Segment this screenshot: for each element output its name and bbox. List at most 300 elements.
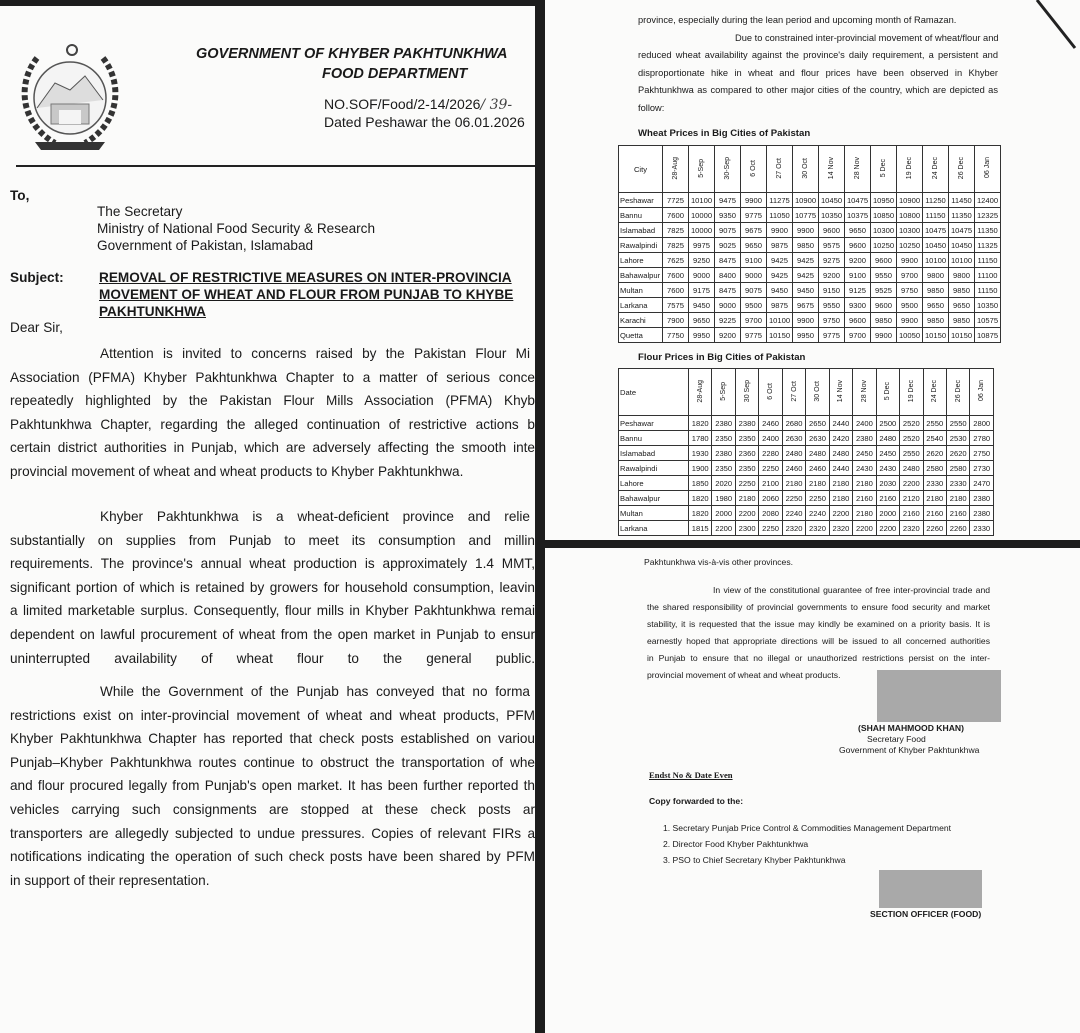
price-cell: 2680 (782, 416, 805, 431)
price-cell: 2180 (923, 491, 946, 506)
signatory-title: Secretary Food (867, 734, 926, 744)
date-label: 28 Nov (860, 379, 868, 403)
price-cell: 9975 (689, 238, 715, 253)
price-cell: 2200 (900, 476, 923, 491)
price-cell: 1900 (689, 461, 712, 476)
table-row (619, 193, 1001, 208)
price-cell: 9200 (819, 268, 845, 283)
body-line: repeatedly highlighted by the Pakistan Flour Mills Association (PFMA) Khyb (10, 393, 535, 409)
price-cell: 9900 (741, 193, 767, 208)
date-column-header (782, 369, 805, 416)
price-cell: 11275 (767, 193, 793, 208)
body-line: a limited marketable surplus. Consequently, flour mills in Khyber Pakhtunkhwa remai (10, 603, 535, 619)
date-label: 24 Dec (931, 379, 939, 403)
price-cell: 10350 (975, 298, 1001, 313)
price-cell: 9950 (793, 328, 819, 343)
flour-table-title: Flour Prices in Big Cities of Pakistan (638, 352, 806, 363)
table-row (619, 416, 994, 431)
date-label: 28 Nov (854, 156, 861, 180)
date-label: 30 Oct (802, 157, 809, 179)
price-cell: 9425 (767, 268, 793, 283)
date-column-header (759, 369, 782, 416)
price-cell: 10250 (897, 238, 923, 253)
price-cell: 2520 (900, 416, 923, 431)
city-cell: Lahore (619, 253, 663, 268)
date-label: 14 Nov (828, 156, 835, 180)
price-cell: 2320 (806, 521, 829, 536)
price-cell: 7725 (663, 193, 689, 208)
table-row (619, 461, 994, 476)
price-cell: 9775 (819, 328, 845, 343)
copy-forwarded-heading: Copy forwarded to the: (649, 796, 744, 806)
price-cell: 2180 (853, 476, 876, 491)
body-line: substantially on supplies from Punjab to meet its consumption and millin (10, 532, 535, 548)
city-cell: Bannu (619, 208, 663, 223)
price-cell: 10100 (767, 313, 793, 328)
body-line: Pakhtunkhwa as compared to other major cities of the country, which are depicted as (638, 85, 998, 95)
price-cell: 9000 (741, 268, 767, 283)
handwritten-number: / 39- (480, 97, 513, 113)
price-cell: 9800 (923, 268, 949, 283)
signatory-org: Government of Khyber Pakhtunkhwa (839, 745, 980, 755)
date-label: 5 Dec (884, 381, 892, 401)
price-cell: 7600 (663, 283, 689, 298)
price-cell: 2430 (853, 461, 876, 476)
address-line: Government of Pakistan, Islamabad (97, 238, 314, 253)
price-cell: 9750 (897, 283, 923, 298)
price-cell: 2580 (946, 461, 969, 476)
price-cell: 9250 (689, 253, 715, 268)
body-line: restrictions exist on inter-provincial movement of wheat and wheat products, PFM (10, 707, 535, 723)
price-cell: 9125 (845, 283, 871, 298)
price-cell: 2730 (970, 461, 994, 476)
price-cell: 10100 (923, 253, 949, 268)
price-cell: 2320 (782, 521, 805, 536)
price-cell: 10900 (793, 193, 819, 208)
department-heading: FOOD DEPARTMENT (322, 66, 468, 82)
price-cell: 2180 (946, 491, 969, 506)
price-cell: 9875 (767, 238, 793, 253)
date-label: 24 Dec (932, 156, 939, 180)
city-cell: Islamabad (619, 446, 689, 461)
price-cell: 9200 (715, 328, 741, 343)
price-cell: 2540 (923, 431, 946, 446)
endorsement-line: Endst No & Date Even (649, 770, 733, 780)
price-cell: 7900 (663, 313, 689, 328)
price-cell: 10575 (975, 313, 1001, 328)
price-cell: 2650 (806, 416, 829, 431)
table-header-row (619, 146, 1001, 193)
table-row (619, 476, 994, 491)
price-cell: 9650 (689, 313, 715, 328)
price-cell: 10250 (871, 238, 897, 253)
dated-line: Dated Peshawar the 06.01.2026 (324, 114, 525, 130)
date-column-header (845, 146, 871, 193)
body-line: Khyber Pakhtunkhwa is a wheat-deficient province and relie (100, 509, 530, 524)
city-cell: Peshawar (619, 193, 663, 208)
price-cell: 9600 (871, 298, 897, 313)
price-cell: 7825 (663, 238, 689, 253)
price-cell: 11450 (949, 193, 975, 208)
wheat-table-title: Wheat Prices in Big Cities of Pakistan (638, 128, 811, 139)
date-column-header (853, 369, 876, 416)
price-cell: 2330 (923, 476, 946, 491)
subject-line: PAKHTUNKHWA (99, 304, 206, 319)
price-cell: 2180 (829, 476, 852, 491)
price-cell: 2780 (970, 431, 994, 446)
price-cell: 9100 (741, 253, 767, 268)
price-cell: 10300 (897, 223, 923, 238)
date-column-header (829, 369, 852, 416)
date-label: 28-Aug (696, 379, 704, 403)
price-cell: 9450 (793, 283, 819, 298)
price-cell: 11100 (975, 268, 1001, 283)
price-cell: 10375 (845, 208, 871, 223)
price-cell: 2180 (806, 476, 829, 491)
price-cell: 2120 (900, 491, 923, 506)
price-cell: 2550 (900, 446, 923, 461)
date-column-header (897, 146, 923, 193)
price-cell: 1820 (689, 416, 712, 431)
price-cell: 2550 (923, 416, 946, 431)
date-label: 19 Dec (906, 156, 913, 180)
date-label: 06 Jan (978, 380, 986, 402)
price-cell: 12325 (975, 208, 1001, 223)
price-cell: 2460 (806, 461, 829, 476)
price-cell: 10000 (689, 223, 715, 238)
price-cell: 10775 (793, 208, 819, 223)
date-label: 27 Oct (790, 380, 798, 402)
price-cell: 2060 (759, 491, 782, 506)
table-row (619, 268, 1001, 283)
body-line: In view of the constitutional guarantee of free inter-provincial trade and (713, 585, 990, 595)
price-cell: 9850 (949, 313, 975, 328)
price-cell: 11350 (975, 223, 1001, 238)
body-line: follow: (638, 102, 665, 113)
price-cell: 9600 (871, 253, 897, 268)
price-cell: 7625 (663, 253, 689, 268)
price-cell: 9425 (767, 253, 793, 268)
price-cell: 9175 (689, 283, 715, 298)
price-cell: 9225 (715, 313, 741, 328)
price-cell: 10150 (767, 328, 793, 343)
date-column-header (923, 146, 949, 193)
letter-page-2 (545, 0, 1080, 540)
price-cell: 10150 (949, 328, 975, 343)
date-label: 30-Sep (724, 156, 731, 180)
price-cell: 9100 (845, 268, 871, 283)
body-line: vehicles carrying such consignments are stopped at these check posts ar (10, 802, 535, 817)
price-cell: 2260 (946, 521, 969, 536)
body-line: the shared responsibility of provincial governments to ensure food security and market (647, 602, 990, 612)
body-line: and flour procured legally from Punjab's open market. It has been further reported th (10, 778, 535, 794)
date-column-header (876, 369, 899, 416)
price-cell: 7600 (663, 208, 689, 223)
table-row (619, 223, 1001, 238)
date-label: 5 Dec (880, 158, 887, 178)
price-cell: 10350 (819, 208, 845, 223)
price-cell: 2160 (876, 491, 899, 506)
price-cell: 7575 (663, 298, 689, 313)
city-cell: Bannu (619, 431, 689, 446)
price-cell: 9900 (793, 313, 819, 328)
city-cell: Peshawar (619, 416, 689, 431)
price-cell: 9900 (793, 223, 819, 238)
date-label: 27 Oct (776, 157, 783, 179)
price-cell: 2200 (735, 506, 758, 521)
city-cell: Lahore (619, 476, 689, 491)
body-line: Pakhtunkhwa Chapter, regarding the alleged continuation of restrictive actions b (10, 416, 535, 432)
price-cell: 9850 (793, 238, 819, 253)
date-label: 06 Jan (984, 157, 991, 179)
price-cell: 9425 (793, 253, 819, 268)
wheat-prices-table (618, 145, 1001, 343)
price-cell: 2100 (759, 476, 782, 491)
price-cell: 11150 (923, 208, 949, 223)
date-label: 5-Sep (698, 158, 705, 178)
price-cell: 10050 (897, 328, 923, 343)
price-cell: 7750 (663, 328, 689, 343)
table-row (619, 328, 1001, 343)
price-cell: 10100 (689, 193, 715, 208)
date-label: 5-Sep (720, 381, 728, 401)
subject-line: REMOVAL OF RESTRICTIVE MEASURES ON INTER-PROVINCIA (99, 270, 512, 285)
price-cell: 9450 (767, 283, 793, 298)
price-cell: 9950 (689, 328, 715, 343)
body-line: notifications indicating the operation of such check posts have been shared by PFM (10, 849, 535, 865)
city-cell: Karachi (619, 313, 663, 328)
price-cell: 10100 (949, 253, 975, 268)
price-cell: 10475 (845, 193, 871, 208)
letter-page-3 (545, 548, 1080, 1033)
price-cell: 9150 (819, 283, 845, 298)
price-cell: 2030 (876, 476, 899, 491)
date-column-header (689, 146, 715, 193)
body-line: province, especially during the lean period and upcoming month of Ramazan. (638, 15, 957, 25)
price-cell: 2480 (829, 446, 852, 461)
redacted-signature (877, 670, 1001, 722)
city-cell: Bahawalpur (619, 268, 663, 283)
body-line: requirements. The province's annual wheat production is approximately 1.4 MMT, (10, 556, 535, 572)
date-label: 28-Aug (672, 156, 679, 180)
price-cell: 12400 (975, 193, 1001, 208)
column-header: City (619, 146, 663, 193)
table-row (619, 208, 1001, 223)
city-cell: Larkana (619, 521, 689, 536)
price-cell: 2160 (946, 506, 969, 521)
price-cell: 9675 (793, 298, 819, 313)
price-cell: 2420 (829, 431, 852, 446)
table-row (619, 283, 1001, 298)
price-cell: 2200 (876, 521, 899, 536)
date-column-header (712, 369, 735, 416)
price-cell: 9350 (715, 208, 741, 223)
cut-off-line (637, 0, 640, 9)
price-cell: 9075 (715, 223, 741, 238)
reference-number (324, 96, 512, 113)
price-cell: 9300 (845, 298, 871, 313)
price-cell: 10850 (871, 208, 897, 223)
price-cell: 2180 (782, 476, 805, 491)
date-column-header (946, 369, 969, 416)
price-cell: 2750 (970, 446, 994, 461)
body-line: transporters are allegedly subjected to undue pressures. Copies of relevant FIRs a (10, 825, 535, 841)
price-cell: 2280 (759, 446, 782, 461)
price-cell: 9850 (871, 313, 897, 328)
price-cell: 2380 (970, 506, 994, 521)
price-cell: 11050 (767, 208, 793, 223)
price-cell: 2260 (923, 521, 946, 536)
price-cell: 2580 (923, 461, 946, 476)
date-column-header (923, 369, 946, 416)
body-line: provincial movement of wheat and wheat products to Khyber Pakhtunkhwa. (10, 464, 464, 479)
price-cell: 2450 (853, 446, 876, 461)
price-cell: 2180 (853, 506, 876, 521)
price-cell: 2000 (876, 506, 899, 521)
price-cell: 2250 (806, 491, 829, 506)
price-cell: 2470 (970, 476, 994, 491)
price-cell: 2380 (970, 491, 994, 506)
price-cell: 9025 (715, 238, 741, 253)
price-cell: 9575 (819, 238, 845, 253)
price-cell: 9850 (923, 313, 949, 328)
price-cell: 2480 (806, 446, 829, 461)
signatory-name: (SHAH MAHMOOD KHAN) (858, 723, 964, 733)
body-line: in Punjab to ensure that no illegal or unauthorized restrictions persist on the inter- (647, 653, 990, 663)
section-officer: SECTION OFFICER (FOOD) (870, 909, 982, 919)
date-label: 30 Sep (743, 379, 751, 403)
body-line: Khyber Pakhtunkhwa Chapter has reported that check posts established on variou (10, 731, 535, 747)
price-cell: 2620 (923, 446, 946, 461)
price-cell: 2430 (876, 461, 899, 476)
price-cell: 9600 (845, 313, 871, 328)
price-cell: 9775 (741, 208, 767, 223)
price-cell: 10475 (923, 223, 949, 238)
table-row (619, 521, 994, 536)
price-cell: 10900 (897, 193, 923, 208)
date-column-header (806, 369, 829, 416)
price-cell: 2330 (946, 476, 969, 491)
price-cell: 2200 (712, 521, 735, 536)
price-cell: 2480 (876, 431, 899, 446)
price-cell: 2240 (806, 506, 829, 521)
table-row (619, 431, 994, 446)
price-cell: 2460 (782, 461, 805, 476)
body-line: uninterrupted availability of wheat flour to the general public. (10, 650, 535, 666)
city-cell: Multan (619, 283, 663, 298)
copy-recipient: 2. Director Food Khyber Pakhtunkhwa (663, 839, 809, 849)
price-cell: 2330 (970, 521, 994, 536)
price-cell: 2240 (782, 506, 805, 521)
letter-page-1 (0, 6, 535, 1033)
body-line: Due to constrained inter-provincial movement of wheat/flour and (735, 32, 999, 43)
price-cell: 2160 (900, 506, 923, 521)
price-cell: 2400 (759, 431, 782, 446)
price-cell: 2350 (735, 431, 758, 446)
price-cell: 8475 (715, 283, 741, 298)
price-cell: 2460 (759, 416, 782, 431)
price-cell: 9550 (819, 298, 845, 313)
price-cell: 2160 (923, 506, 946, 521)
table-row (619, 506, 994, 521)
body-line: significant portion of which is retained by growers for household consumption, leavin (10, 579, 535, 595)
price-cell: 9450 (689, 298, 715, 313)
body-line: provincial movement of wheat and wheat products. (647, 670, 841, 680)
date-label: 26 Dec (954, 379, 962, 403)
price-cell: 10300 (871, 223, 897, 238)
paper-fold-mark (1035, 0, 1080, 60)
body-line: stability, it is requested that the issue may kindly be examined on a priority basis. It is (647, 619, 990, 629)
price-cell: 8400 (715, 268, 741, 283)
date-column-header (819, 146, 845, 193)
price-cell: 9475 (715, 193, 741, 208)
price-cell: 9600 (819, 223, 845, 238)
date-column-header (871, 146, 897, 193)
price-cell: 2380 (735, 416, 758, 431)
price-cell: 2250 (759, 521, 782, 536)
price-cell: 10450 (819, 193, 845, 208)
city-cell: Multan (619, 506, 689, 521)
date-column-header (741, 146, 767, 193)
price-cell: 1850 (689, 476, 712, 491)
price-cell: 9525 (871, 283, 897, 298)
price-cell: 9700 (845, 328, 871, 343)
body-line: reduced wheat availability against the province's daily requirement, a persistent and (638, 50, 998, 60)
price-cell: 9700 (741, 313, 767, 328)
price-cell: 9075 (741, 283, 767, 298)
price-cell: 10150 (923, 328, 949, 343)
price-cell: 9500 (897, 298, 923, 313)
date-column-header (900, 369, 923, 416)
price-cell: 9650 (845, 223, 871, 238)
date-column-header (975, 146, 1001, 193)
table-row (619, 313, 1001, 328)
price-cell: 2480 (782, 446, 805, 461)
price-cell: 9800 (949, 268, 975, 283)
date-column-header (970, 369, 994, 416)
date-label: 19 Dec (907, 379, 915, 403)
price-cell: 2380 (712, 446, 735, 461)
table-row (619, 238, 1001, 253)
price-cell: 2000 (712, 506, 735, 521)
city-cell: Bahawalpur (619, 491, 689, 506)
price-cell: 8475 (715, 253, 741, 268)
ref-no-text: NO.SOF/Food/2-14/2026 (324, 96, 481, 112)
price-cell: 9750 (819, 313, 845, 328)
body-line: earnestly hoped that appropriate directions will be issued to all concerned authorities (647, 636, 990, 646)
address-line: Ministry of National Food Security & Research (97, 221, 376, 236)
price-cell: 1815 (689, 521, 712, 536)
price-cell: 2380 (712, 416, 735, 431)
date-label: 30 Oct (813, 380, 821, 402)
date-column-header (793, 146, 819, 193)
price-cell: 2250 (759, 461, 782, 476)
price-cell: 2160 (853, 491, 876, 506)
price-cell: 2500 (876, 416, 899, 431)
price-cell: 9425 (793, 268, 819, 283)
flour-prices-table (618, 368, 994, 536)
kp-government-emblem (15, 38, 125, 156)
body-line: in support of their representation. (10, 872, 210, 888)
price-cell: 11325 (975, 238, 1001, 253)
price-cell: 2320 (829, 521, 852, 536)
price-cell: 9850 (949, 283, 975, 298)
price-cell: 9900 (897, 313, 923, 328)
redacted-signature-2 (879, 870, 982, 908)
price-cell: 9675 (741, 223, 767, 238)
city-cell: Rawalpindi (619, 238, 663, 253)
copy-recipient: 3. PSO to Chief Secretary Khyber Pakhtunkhwa (663, 855, 846, 865)
